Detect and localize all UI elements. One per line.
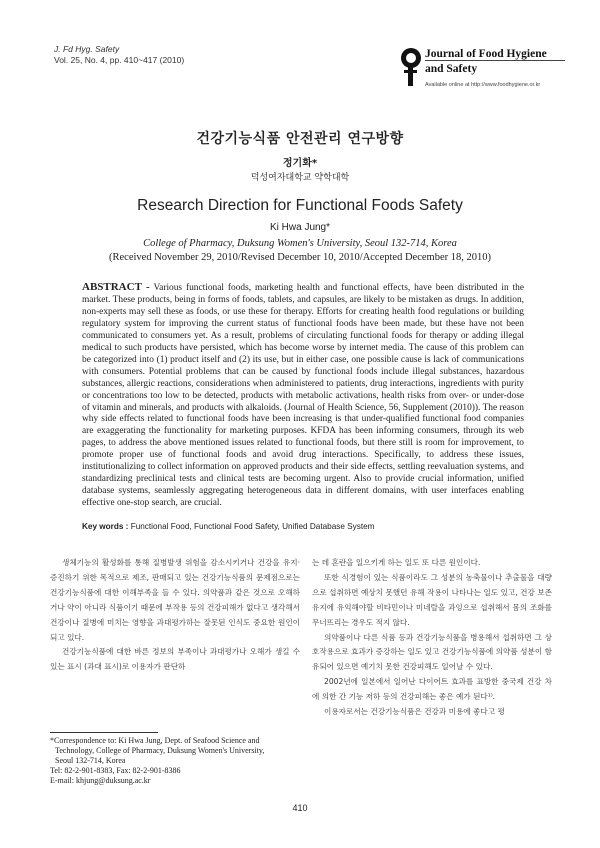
author-english: Ki Hwa Jung* [269, 222, 331, 233]
body-paragraph: 또한 식경험이 있는 식품이라도 그 성분의 농축물이나 추출물을 대량으로 섭취하면 예상치 못했던 유해 작용이 나타나는 일도 있고, 건강 보존유지에 유익해야할 비타민이나 미네랄을 과잉으로 섭취해서 몸의 조화를 무너뜨리는 경우도 적지 않다. [312, 572, 552, 627]
keywords [82, 522, 524, 531]
affiliation-korean: 덕성여자대학교 약학대학 [250, 173, 350, 183]
abstract-label: ABSTRACT - [82, 281, 150, 293]
journal-title-line1: Journal of Food Hygiene [425, 48, 547, 60]
received-dates: (Received November 29, 2010/Revised December 10, 2010/Accepted December 18, 2010) [109, 252, 491, 263]
footnote-line: Seoul 132-714, Korea [55, 756, 126, 765]
abstract-text: Various functional foods, marketing health and functional effects, have been distributed in the market. These products, being in forms of foods, tablets, and capsules, are likely to be mistaken as drugs. In addition, non-experts may sell these as foods, or use these for therapy. Efforts for creating health food regulations or building regulatory system for improving the current status of functional foods have been made, but these have not been communicated to consumers yet. As a result, problems of circulating functional foods for therapy or adding illegal medical to such products have persisted, which has become worse by internet media. The cause of this problem can be categorized into (1) product itself and (2) its use, but in either case, one possible cause is lack of communications with consumers. Potential problems that can be caused by functional foods include illegal substances, hazardous substances, allergic reactions, considerations when administered to patients, drug interactions, ingredients with purity or concentrations too low to be detected, products with metabolic activations, health risks from over- or under-dose of vitamin and minerals, and products with alkaloids. (Journal of Health Science, 56, Supplement (2010)). The reason why side effects related to functional foods have been increasing is that under-qualified functional food companies are exaggerating the functionality for marketing purposes. KFDA has been informing consumers, through its web pages, to address the above mentioned issues related to functional foods, but there still is room for improvement, to promote proper use of functional foods and avoid drug interactions. Specifically, to address these issues, institutionalizing to collect information on approved products and their side effects, settling reevaluation systems, and standardizing preclinical tests and clinical tests are becoming urgent. Also to provide crucial information, unified database systems, seamlessly aggregating heterogeneous data in different domains, with user interfaces enabling effective one-stop search, are crucial. [82, 283, 524, 509]
footnote-line: E-mail: khjung@duksung.ac.kr [50, 776, 151, 785]
page-number: 410 [292, 803, 308, 813]
body-paragraph: 생체기능의 활성화를 통해 질병발생 위험을 감소시키거나 건강을 유지·증진하기 위한 목적으로 제조, 판매되고 있는 건강기능식품의 문제점으로는 건강기능식품에 대한 이해부족을 들 수 있다. 의약품과 같은 것으로 오해하거나 약이 아니라 식품이기 때문에 부작용 등의 건강피해가 없다고 생각해서 건강이나 질병에 미치는 영향을 과대평가하는 잘못된 인식도 중요한 원인이 되고 있다. [50, 558, 300, 642]
citation: Vol. 25, No. 4, pp. 410~417 (2010) [54, 55, 185, 65]
journal-citation-block [54, 44, 184, 66]
footnote-line: *Correspondence to: Ki Hwa Jung, Dept. of Seafood Science and [50, 736, 260, 745]
title-korean: 건강기능식품 안전관리 연구방향 [196, 131, 404, 147]
body-paragraph: 이용자로서는 건강기능식품은 건강과 미용에 좋다고 평 [324, 707, 505, 717]
body-paragraph: 2002년에 일본에서 일어난 다이어트 효과를 표방한 중국제 건강 차에 의한 간 기능 저하 등의 건강피해는 좋은 예가 된다¹⁾. [312, 677, 552, 702]
body-paragraph: 는 데 혼란을 일으키게 하는 일도 또 다른 원인이다. [312, 558, 481, 567]
header-rule [425, 60, 565, 61]
body-paragraph: 의약품이나 다른 식품 등과 건강기능식품을 병용해서 섭취하면 그 상호작용으로 효과가 증강하는 일도 있고 건강기능식품에 의약품 성분이 함유되어 있으면 예기치 못한 건강피해도 일어날 수 있다. [312, 632, 552, 672]
available-online-note: Available online at http://www.foodhygiene.or.kr [425, 82, 541, 88]
body-paragraph: 건강기능식품에 대한 바른 정보의 부족이나 과대평가나 오해가 생길 수 있는 표시 (과대 표시)로 이용자가 판단하 [50, 647, 300, 672]
body-column-right [312, 556, 552, 720]
body-column-left [50, 556, 300, 675]
author-korean: 정기화* [282, 158, 318, 169]
journal-title-line2: and Safety [425, 63, 478, 75]
footnote-line: Tel: 82-2-901-8383, Fax: 82-2-901-8386 [50, 766, 181, 775]
journal-abbrev: J. Fd Hyg. Safety [54, 44, 120, 54]
correspondence-footnote [50, 736, 300, 786]
footnote-line: Technology, College of Pharmacy, Duksung Women's University, [55, 746, 265, 755]
abstract [82, 282, 524, 510]
keywords-label: Key words : [82, 522, 129, 531]
footnote-rule [50, 732, 158, 733]
keywords-text: Functional Food, Functional Food Safety, Unified Database System [130, 522, 375, 531]
affiliation-english: College of Pharmacy, Duksung Women's University, Seoul 132-714, Korea [143, 238, 457, 249]
title-english: Research Direction for Functional Foods Safety [137, 197, 463, 214]
journal-logo-icon [400, 44, 422, 88]
